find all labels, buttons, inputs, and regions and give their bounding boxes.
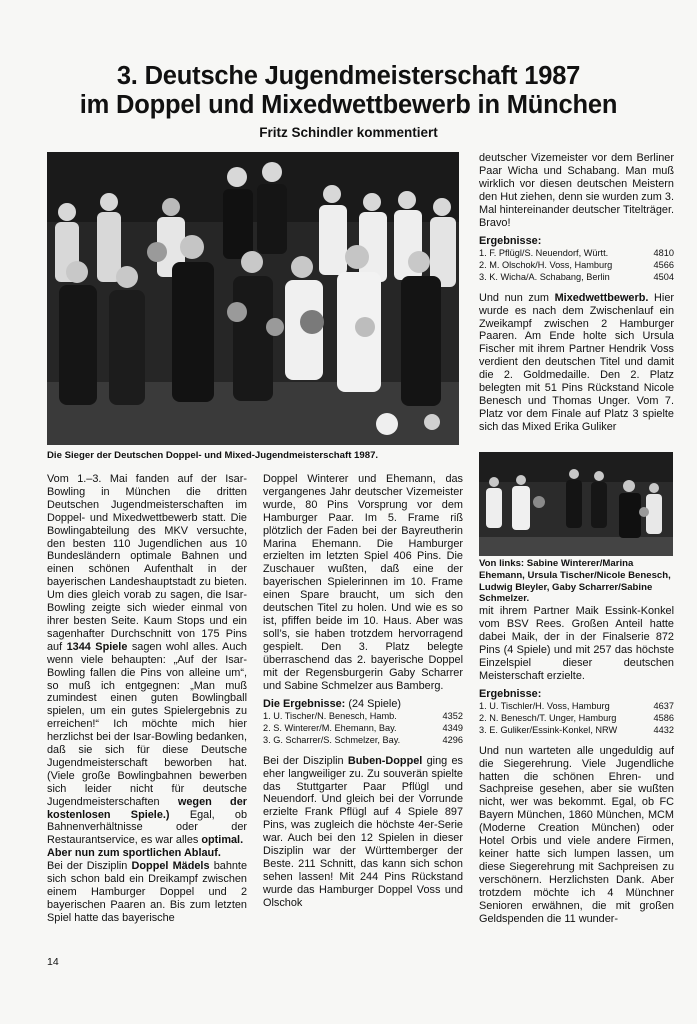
result-row: [263, 711, 463, 723]
col2-results-list: [263, 711, 463, 746]
col2-paragraph-1: Doppel Winterer und Ehemann, das vergangenes Jahr deutscher Vizemeister wurde, 80 Pins Vorsprung vor dem Hamburger Paar. Im 5. Frame riß plötzlich der Faden bei der Bayreutherin Marina Ehemann. Die Hamburger erzielten im letzten Spiel 406 Pins. Die Zuschauer wußten, daß eine der bayerischen Spielerinnen im 10. Frame einen Spare braucht, um sich den deutschen Titel zu holen. Und wie es so ist, pfiffen beide im 10. Haus. Aber was soll’s, sie haben trotzdem hervorragend gespielt. Den 3. Platz belegte überraschend das 2. bayerische Doppel mit der Regensburgerin Gaby Scharrer und Sabine Schmelzer aus Bamberg.: [263, 473, 463, 692]
col2-text-2: ging es eher langweiliger zu. Zu souverän spielte das Stuttgarter Paar Pflügl und Neuendorf. Und gleich bei der Vorrunde erzielte Frank Pflügl auf 4 Spiele 897 Pins, was zugleich die höchste 4er-Serie war. Auch bei den 12 Spielen in dieser Disziplin war der Württemberger der Beste. 211 Schnitt, das kann sich schon sehen lassen! Mit 244 Pins Rückstand wurde das Hamburger Doppel Voss und Olschok: [263, 754, 464, 909]
result-name: 3. G. Scharrer/S. Schmelzer, Bay.: [263, 734, 401, 745]
col2-paragraph-2: [263, 755, 463, 910]
result-name: 3. E. Guliker/Essink-Konkel, NRW: [479, 724, 618, 735]
main-photo: [47, 152, 459, 445]
ceremony-photo-illustration: [479, 452, 673, 556]
result-score: 4352: [442, 711, 463, 722]
col1-bold-3: optimal.: [201, 834, 244, 847]
col3-results2-list: [479, 701, 674, 736]
page-number: 14: [47, 956, 59, 968]
result-score: 4349: [442, 723, 463, 734]
col1-bold-2: wegen der kostenlosen Spiele.): [47, 795, 247, 821]
result-row: [479, 260, 674, 272]
result-score: 4566: [653, 260, 674, 271]
result-name: 1. U. Tischler/H. Voss, Hamburg: [479, 701, 610, 712]
result-name: 3. K. Wicha/A. Schabang, Berlin: [479, 271, 610, 282]
col3-paragraph-4: Und nun warteten alle ungeduldig auf die Siegerehrung. Viele Jugendliche hatten die schönen Ehren- und Sachpreise gesehen, aber sie wußten nicht, wer was bekommt. Egal, ob FC Bayern München, 1860 München, MCM (Moderne Creation München) oder Hotel Orbis und viele andere Firmen, keiner hatte sich lumpen lassen, um diese Siegerehrung mit Sachpreisen zu verschönern. Herzlichsten Dank. Aber trotzdem möchte ich 4 Münchner Senioren erwähnen, die mit großen Geldspenden die 11 wunder-: [479, 744, 674, 925]
result-score: 4810: [653, 248, 674, 259]
col1-paragraph-2: [47, 860, 247, 925]
result-row: [479, 713, 674, 725]
article-title-line-1: 3. Deutsche Jugendmeisterschaft 1987: [116, 62, 581, 90]
col2-text-1: Bei der Disziplin: [263, 754, 344, 767]
col3-paragraph-2: [479, 292, 674, 434]
result-name: 1. U. Tischer/N. Benesch, Hamb.: [263, 711, 397, 722]
result-name: 2. N. Benesch/T. Unger, Hamburg: [479, 713, 617, 724]
col3-text-2: Hier wurde es nach dem Zwischenlauf ein Zweikampf zwischen 2 Hamburger Paaren. Am Ende holte sich Ursula Fischer mit ihrem Partner Hendrik Voss verdient den deutschen Titel und damit die 2. Goldmedaille. Den 2. Platz belegten mit 51 Pins Rückstand Nicole Benesch und Thomas Unger. Vom 7. Platz vor dem Finale auf Platz 3 spielte sich das Mixed Erika Guliker: [479, 291, 674, 433]
column-3: [479, 152, 674, 434]
article-byline: Fritz Schindler kommentiert: [259, 125, 438, 140]
result-row: [479, 701, 674, 713]
col3-paragraph-3: mit ihrem Partner Maik Essink-Konkel vom BSV Rees. Großen Anteil hatte dabei Maik, der in der Finalserie 872 Pins (4 Spiele) und mit 257 das höchste Einzelspiel dieser deutschen Meisterschaft erzielte.: [479, 605, 674, 682]
col2-bold-1: Buben-Doppel: [347, 754, 423, 767]
col1-paragraph-1: [47, 473, 247, 847]
col1-bold-4: Doppel Mädels: [131, 860, 210, 873]
result-score: 4586: [653, 713, 674, 724]
col3-results1-heading: Ergebnisse:: [479, 235, 542, 248]
result-score: 4637: [653, 701, 674, 712]
main-photo-caption: Die Sieger der Deutschen Doppel- und Mixed-Jugendmeisterschaft 1987.: [47, 450, 379, 461]
col2-results-title: Die Ergebnisse:: [263, 698, 346, 711]
col3-bold-1: Mixedwettbewerb.: [554, 291, 649, 304]
result-row: [479, 248, 674, 260]
column-1: [47, 473, 247, 925]
col3-results2-heading: Ergebnisse:: [479, 688, 542, 701]
col2-results-note: (24 Spiele): [348, 698, 402, 711]
col1-text-2: sagen wohl alles. Auch wenn viele behaupten: „Auf der Isar-Bowling fallen die Pins von alleine um“, so muß ich entgegnen: „Man muß zumindest einen guten Bowlingball spielen, um ein gutes Spielergebnis zu erreichen!“ Ich möchte mich hier herzlichst bei der Isar-Bowling bedanken, daß sie sich für diese Deutsche Jugendmeisterschaft beworben hat. (Viele große Bowlingbahnen bewerben sich leider nicht für deutsche Jugendmeisterschaften: [47, 640, 247, 808]
article-title-line-2: im Doppel und Mixedwettbewerb in München: [79, 91, 618, 119]
result-row: [479, 272, 674, 284]
result-row: [479, 725, 674, 737]
result-name: 1. F. Pflügl/S. Neuendorf, Württ.: [479, 248, 609, 259]
column-3-lower: [479, 605, 674, 925]
result-name: 2. M. Olschok/H. Voss, Hamburg: [479, 260, 613, 271]
result-row: [263, 723, 463, 735]
col3-text-1: Und nun zum: [479, 291, 549, 304]
col1-text-3: Egal, ob Bahnenverhältnisse oder der Restaurantservice, es war alles: [47, 808, 248, 847]
col1-bold-1: 1344 Spiele: [66, 640, 128, 653]
col1-subhead: Aber nun zum sportlichen Ablauf.: [47, 847, 221, 860]
result-name: 2. S. Winterer/M. Ehemann, Bay.: [263, 723, 397, 734]
result-row: [263, 735, 463, 747]
col3-paragraph-1: deutscher Vizemeister vor dem Berliner Paar Wicha und Schabang. Man muß wirklich vor diesen deutschen Meistern den Hut ziehen, denn sie wurden zum 3. Mal hintereinander deutscher Titelträger. Bravo!: [479, 152, 674, 229]
ceremony-photo: [479, 452, 673, 556]
group-photo-illustration: [47, 152, 459, 445]
col3-results1-list: [479, 248, 674, 283]
col1-text-1: Vom 1.–3. Mai fanden auf der Isar-Bowling in München die dritten Deutschen Jugendmeisterschaften im Doppel- und Mixedwettbewerb statt. Die Bowlingabteilung des MKV versuchte, den besten 110 Jugendlichen aus 10 Bundesländern optimale Bahnen und einen schönen Aufenthalt in der bayerischen Landeshauptstadt zu bieten. Um dies gleich vorab zu sagen, die Isar-Bowling zeigte sich wieder einmal von ihrer besten Seite. Kaum Stops und ein sagenhafter Durchschnitt von 175 Pins auf: [47, 473, 247, 653]
column-2: [263, 473, 463, 910]
col1-text-4: Bei der Disziplin: [47, 860, 128, 873]
col1-text-5: bahnte sich schon bald ein Dreikampf zwischen einem Hamburger Doppel und 2 bayerischen Paaren an. Bis zum letzten Spiel hatte das bayerische: [47, 860, 248, 924]
result-score: 4432: [653, 724, 674, 735]
result-score: 4504: [653, 271, 674, 282]
col2-results-heading: [263, 698, 463, 711]
result-score: 4296: [442, 734, 463, 745]
ceremony-photo-caption: Von links: Sabine Winterer/Marina Ehemann, Ursula Tischer/Nicole Benesch, Ludwig Bleyler, Gaby Scharrer/Sabine Schmelzer.: [479, 558, 671, 605]
